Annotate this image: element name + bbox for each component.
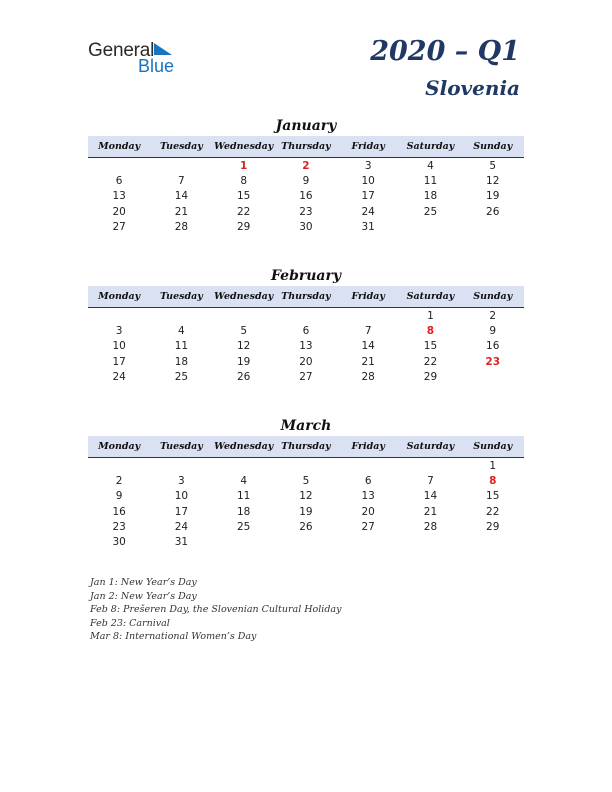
logo-flag-icon xyxy=(154,43,172,55)
day-cell: 13 xyxy=(361,490,375,503)
weekday-label: Monday xyxy=(98,291,141,302)
day-cell: 16 xyxy=(486,340,500,353)
day-cell: 7 xyxy=(178,174,185,187)
week-row xyxy=(88,489,524,504)
day-cell: 18 xyxy=(236,505,251,518)
day-cell: 14 xyxy=(423,490,438,503)
day-cell: 23 xyxy=(299,205,313,218)
weekday-label: Thursday xyxy=(281,441,331,452)
weekday-label: Thursday xyxy=(281,141,331,152)
day-cell: 15 xyxy=(486,490,500,503)
day-cell: 10 xyxy=(112,340,126,353)
week-row xyxy=(88,308,524,323)
month-name: February xyxy=(270,268,341,284)
holiday-note: Feb 23: Carnival xyxy=(90,617,170,629)
day-cell: 4 xyxy=(240,474,247,487)
day-cell: 9 xyxy=(489,324,497,337)
weekday-label: Friday xyxy=(351,141,385,152)
month-february xyxy=(88,266,524,384)
day-cell: 15 xyxy=(236,190,251,203)
day-cell: 27 xyxy=(112,220,126,233)
day-cell: 21 xyxy=(423,505,438,518)
week-row xyxy=(88,189,524,204)
day-cell: 24 xyxy=(361,205,375,218)
day-cell: 4 xyxy=(178,324,185,337)
logo-text-general: General xyxy=(88,40,155,61)
brand-logo xyxy=(88,40,188,80)
day-cell: 1 xyxy=(427,309,434,322)
week-rows xyxy=(88,308,524,384)
weekday-label: Wednesday xyxy=(214,291,274,302)
logo-text-blue: Blue xyxy=(138,56,175,76)
month-name: January xyxy=(275,118,337,134)
week-row xyxy=(88,504,524,519)
day-cell: 12 xyxy=(236,340,251,353)
day-cell: 14 xyxy=(174,190,189,203)
weekday-label: Wednesday xyxy=(214,141,274,152)
holiday-day-cell: 2 xyxy=(302,159,310,172)
weekday-label: Sunday xyxy=(473,141,513,152)
day-cell: 28 xyxy=(174,220,189,233)
day-cell: 31 xyxy=(174,536,189,549)
day-cell: 21 xyxy=(361,355,375,368)
day-cell: 6 xyxy=(302,324,310,337)
weekday-label: Tuesday xyxy=(159,441,203,452)
holiday-day-cell: 8 xyxy=(489,474,497,487)
day-cell: 25 xyxy=(236,520,251,533)
day-cell: 29 xyxy=(486,520,500,533)
holiday-day-cell: 1 xyxy=(240,159,248,172)
day-cell: 17 xyxy=(361,190,375,203)
day-cell: 19 xyxy=(486,190,500,203)
day-cell: 5 xyxy=(302,474,310,487)
day-cell: 2 xyxy=(489,309,497,322)
day-cell: 5 xyxy=(240,324,247,337)
holiday-day-cell: 23 xyxy=(485,355,501,368)
day-cell: 20 xyxy=(112,205,126,218)
day-cell: 1 xyxy=(489,459,497,472)
day-cell: 20 xyxy=(361,505,375,518)
day-cell: 27 xyxy=(299,370,313,383)
day-cell: 27 xyxy=(361,520,375,533)
weekday-label: Monday xyxy=(98,441,141,452)
day-cell: 5 xyxy=(489,159,497,172)
weekday-label: Wednesday xyxy=(214,441,274,452)
holiday-note: Feb 8: Prešeren Day, the Slovenian Cultural Holiday xyxy=(90,604,342,616)
day-cell: 17 xyxy=(174,505,189,518)
day-cell: 10 xyxy=(174,490,189,503)
day-cell: 11 xyxy=(423,174,438,187)
day-cell: 16 xyxy=(112,505,126,518)
day-cell: 9 xyxy=(302,174,310,187)
day-cell: 10 xyxy=(361,174,375,187)
week-row xyxy=(88,354,524,369)
day-cell: 25 xyxy=(423,205,438,218)
day-cell: 12 xyxy=(486,174,500,187)
week-row xyxy=(88,369,524,384)
day-cell: 22 xyxy=(423,355,438,368)
page-title: 2020 – Q1 xyxy=(370,36,520,67)
day-cell: 28 xyxy=(423,520,438,533)
day-cell: 23 xyxy=(112,520,126,533)
weekday-label: Monday xyxy=(98,141,141,152)
month-name: March xyxy=(280,418,332,434)
day-cell: 8 xyxy=(240,174,247,187)
month-january xyxy=(88,116,524,234)
day-cell: 13 xyxy=(112,190,126,203)
week-rows xyxy=(88,458,524,550)
day-cell: 25 xyxy=(174,370,189,383)
day-cell: 30 xyxy=(112,536,126,549)
day-cell: 18 xyxy=(174,355,189,368)
holiday-note: Jan 2: New Year’s Day xyxy=(90,590,197,602)
day-cell: 7 xyxy=(364,324,372,337)
day-cell: 16 xyxy=(299,190,313,203)
day-cell: 11 xyxy=(174,340,189,353)
day-cell: 14 xyxy=(361,340,375,353)
weekday-label: Saturday xyxy=(406,291,455,302)
day-cell: 29 xyxy=(423,370,438,383)
day-cell: 20 xyxy=(299,355,313,368)
day-cell: 12 xyxy=(299,490,313,503)
weekday-header xyxy=(88,136,524,158)
day-cell: 11 xyxy=(236,490,251,503)
page-subtitle: Slovenia xyxy=(425,76,520,100)
day-cell: 17 xyxy=(112,355,126,368)
day-cell: 9 xyxy=(115,490,123,503)
holiday-note: Jan 1: New Year’s Day xyxy=(90,577,197,588)
holiday-note: Mar 8: International Women’s Day xyxy=(90,631,257,643)
day-cell: 3 xyxy=(115,324,123,337)
holiday-day-cell: 8 xyxy=(426,324,435,337)
day-cell: 26 xyxy=(236,370,251,383)
weekday-header xyxy=(88,436,524,458)
day-cell: 3 xyxy=(364,159,372,172)
day-cell: 22 xyxy=(486,505,500,518)
day-cell: 28 xyxy=(361,370,375,383)
day-cell: 2 xyxy=(115,474,123,487)
week-row xyxy=(88,173,524,188)
day-cell: 19 xyxy=(236,355,251,368)
week-rows xyxy=(88,158,524,234)
day-cell: 6 xyxy=(115,174,123,187)
week-row xyxy=(88,339,524,354)
day-cell: 26 xyxy=(299,520,313,533)
day-cell: 3 xyxy=(178,474,185,487)
day-cell: 13 xyxy=(299,340,313,353)
day-cell: 7 xyxy=(427,474,434,487)
month-march xyxy=(88,416,524,550)
holiday-notes xyxy=(90,576,341,644)
day-cell: 15 xyxy=(423,340,438,353)
week-row xyxy=(88,519,524,534)
week-row xyxy=(88,219,524,234)
weekday-header xyxy=(88,286,524,308)
day-cell: 18 xyxy=(423,190,438,203)
weekday-label: Tuesday xyxy=(159,141,203,152)
weekday-label: Sunday xyxy=(473,291,513,302)
week-row xyxy=(88,158,524,173)
week-row xyxy=(88,323,524,338)
day-cell: 31 xyxy=(361,220,375,233)
day-cell: 19 xyxy=(299,505,313,518)
day-cell: 30 xyxy=(299,220,313,233)
weekday-label: Saturday xyxy=(406,141,455,152)
day-cell: 24 xyxy=(174,520,189,533)
day-cell: 22 xyxy=(236,205,251,218)
day-cell: 21 xyxy=(174,205,189,218)
day-cell: 24 xyxy=(112,370,126,383)
weekday-label: Thursday xyxy=(281,291,331,302)
day-cell: 26 xyxy=(486,205,500,218)
day-cell: 6 xyxy=(364,474,372,487)
day-cell: 29 xyxy=(236,220,251,233)
weekday-label: Friday xyxy=(351,441,385,452)
day-cell: 4 xyxy=(427,159,434,172)
week-row xyxy=(88,534,524,549)
weekday-label: Tuesday xyxy=(159,291,203,302)
week-row xyxy=(88,473,524,488)
weekday-label: Friday xyxy=(351,291,385,302)
week-row xyxy=(88,204,524,219)
week-row xyxy=(88,458,524,473)
weekday-label: Sunday xyxy=(473,441,513,452)
weekday-label: Saturday xyxy=(406,441,455,452)
